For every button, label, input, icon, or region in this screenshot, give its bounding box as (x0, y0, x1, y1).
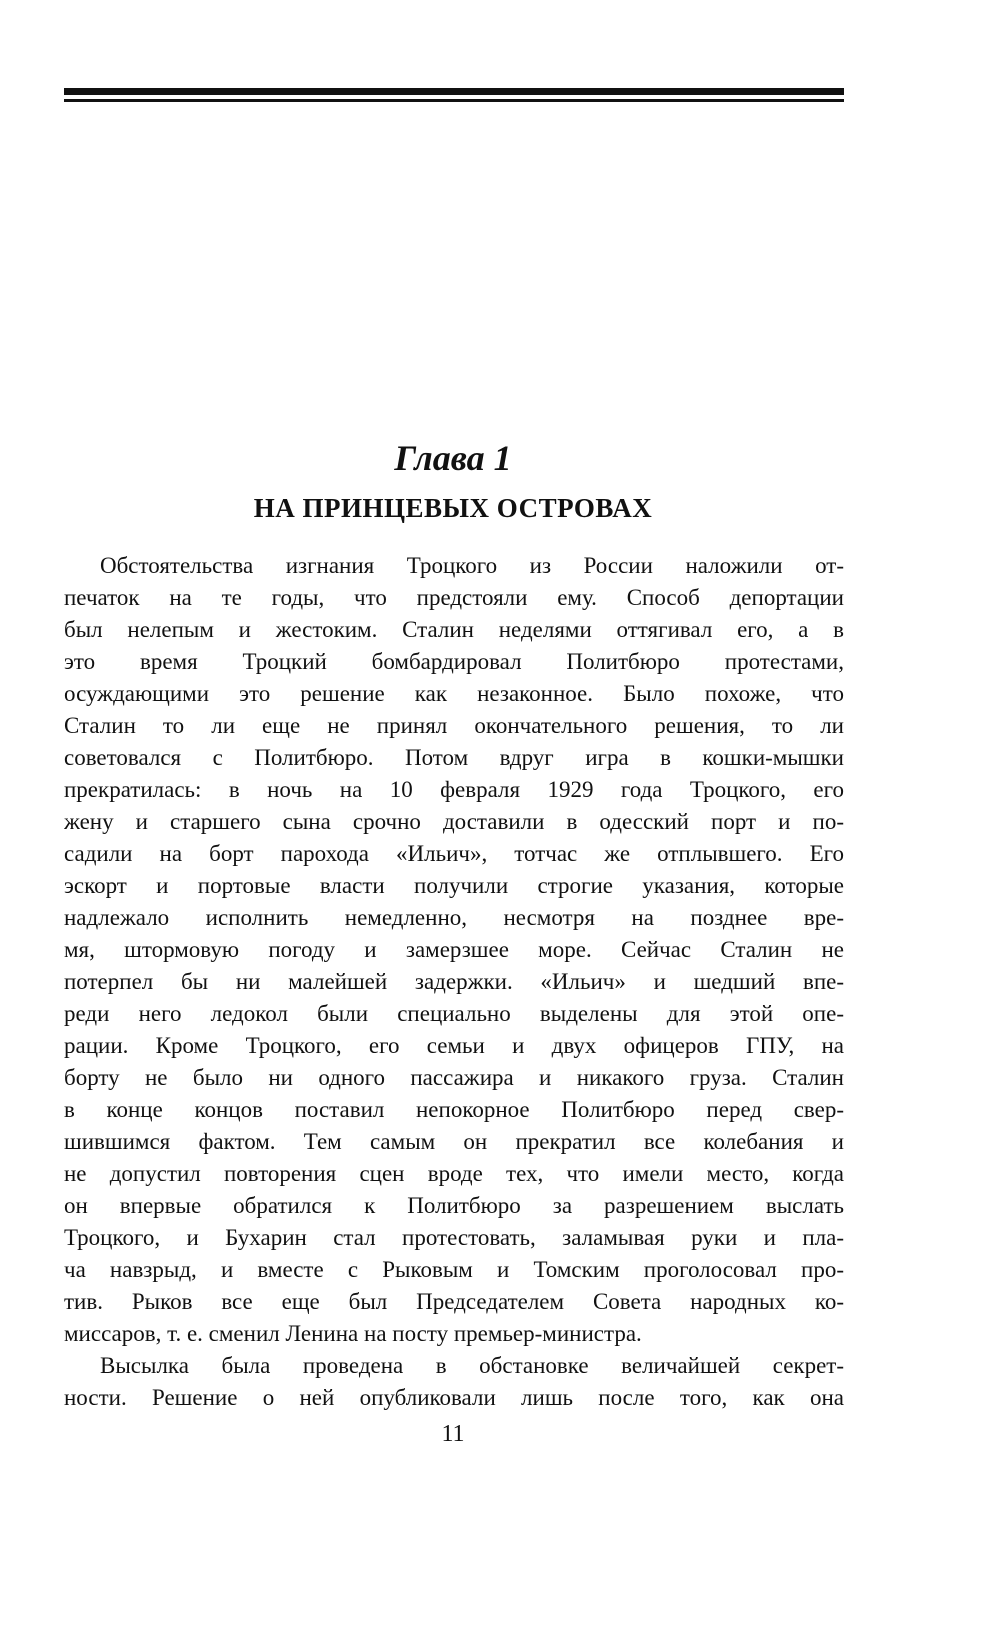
text-line: потерпел бы ни малейшей задержки. «Ильич» и шедший впе- (64, 969, 844, 994)
text-line: это время Троцкий бомбардировал Политбюро протестами, (64, 649, 844, 674)
chapter-title: НА ПРИНЦЕВЫХ ОСТРОВАХ (253, 493, 653, 523)
chapter-label: Глава 1 (394, 438, 512, 478)
text-line: ности. Решение о ней опубликовали лишь после того, как она (64, 1385, 844, 1410)
text-line: советовался с Политбюро. Потом вдруг игра в кошки-мышки (64, 745, 844, 770)
text-line: в конце концов поставил непокорное Политбюро перед свер- (64, 1097, 844, 1122)
text-line: тив. Рыков все еще был Председателем Совета народных ко- (64, 1289, 844, 1314)
text-line: рации. Кроме Троцкого, его семьи и двух офицеров ГПУ, на (64, 1033, 844, 1058)
text-line: шившимся фактом. Тем самым он прекратил все колебания и (64, 1129, 844, 1154)
text-line: он впервые обратился к Политбюро за разрешением выслать (64, 1193, 844, 1218)
header-rule-thick (64, 88, 844, 95)
page-number: 11 (441, 1421, 465, 1447)
text-line: эскорт и портовые власти получили строгие указания, которые (64, 873, 844, 898)
text-line: борту не было ни одного пассажира и никакого груза. Сталин (64, 1065, 844, 1090)
text-line: Обстоятельства изгнания Троцкого из России наложили от- (100, 553, 844, 578)
header-rule (64, 88, 844, 102)
text-line: печаток на те годы, что предстояли ему. Способ депортации (64, 585, 844, 610)
text-line: прекратилась: в ночь на 10 февраля 1929 года Троцкого, его (64, 777, 844, 802)
text-line: миссаров, т. е. сменил Ленина на посту премьер-министра. (64, 1321, 642, 1346)
text-line: садили на борт парохода «Ильич», тотчас же отплывшего. Его (64, 841, 844, 866)
text-line: Троцкого, и Бухарин стал протестовать, заламывая руки и пла- (64, 1225, 844, 1250)
header-rule-thin (64, 99, 844, 102)
text-line: ча навзрыд, и вместе с Рыковым и Томским проголосовал про- (64, 1257, 844, 1282)
text-line: не допустил повторения сцен вроде тех, что имели место, когда (64, 1161, 844, 1186)
text-line: был нелепым и жестоким. Сталин неделями оттягивал его, а в (64, 617, 844, 642)
text-line: мя, штормовую погоду и замерзшее море. Сейчас Сталин не (64, 937, 844, 962)
text-line: реди него ледокол были специально выделены для этой опе- (64, 1001, 844, 1026)
text-line: надлежало исполнить немедленно, несмотря на позднее вре- (64, 905, 844, 930)
text-line: осуждающими это решение как незаконное. Было похоже, что (64, 681, 844, 706)
text-line: жену и старшего сына срочно доставили в одесский порт и по- (64, 809, 844, 834)
text-line: Высылка была проведена в обстановке величайшей секрет- (100, 1353, 844, 1378)
text-line: Сталин то ли еще не принял окончательного решения, то ли (64, 713, 844, 738)
body-text (64, 550, 844, 1414)
